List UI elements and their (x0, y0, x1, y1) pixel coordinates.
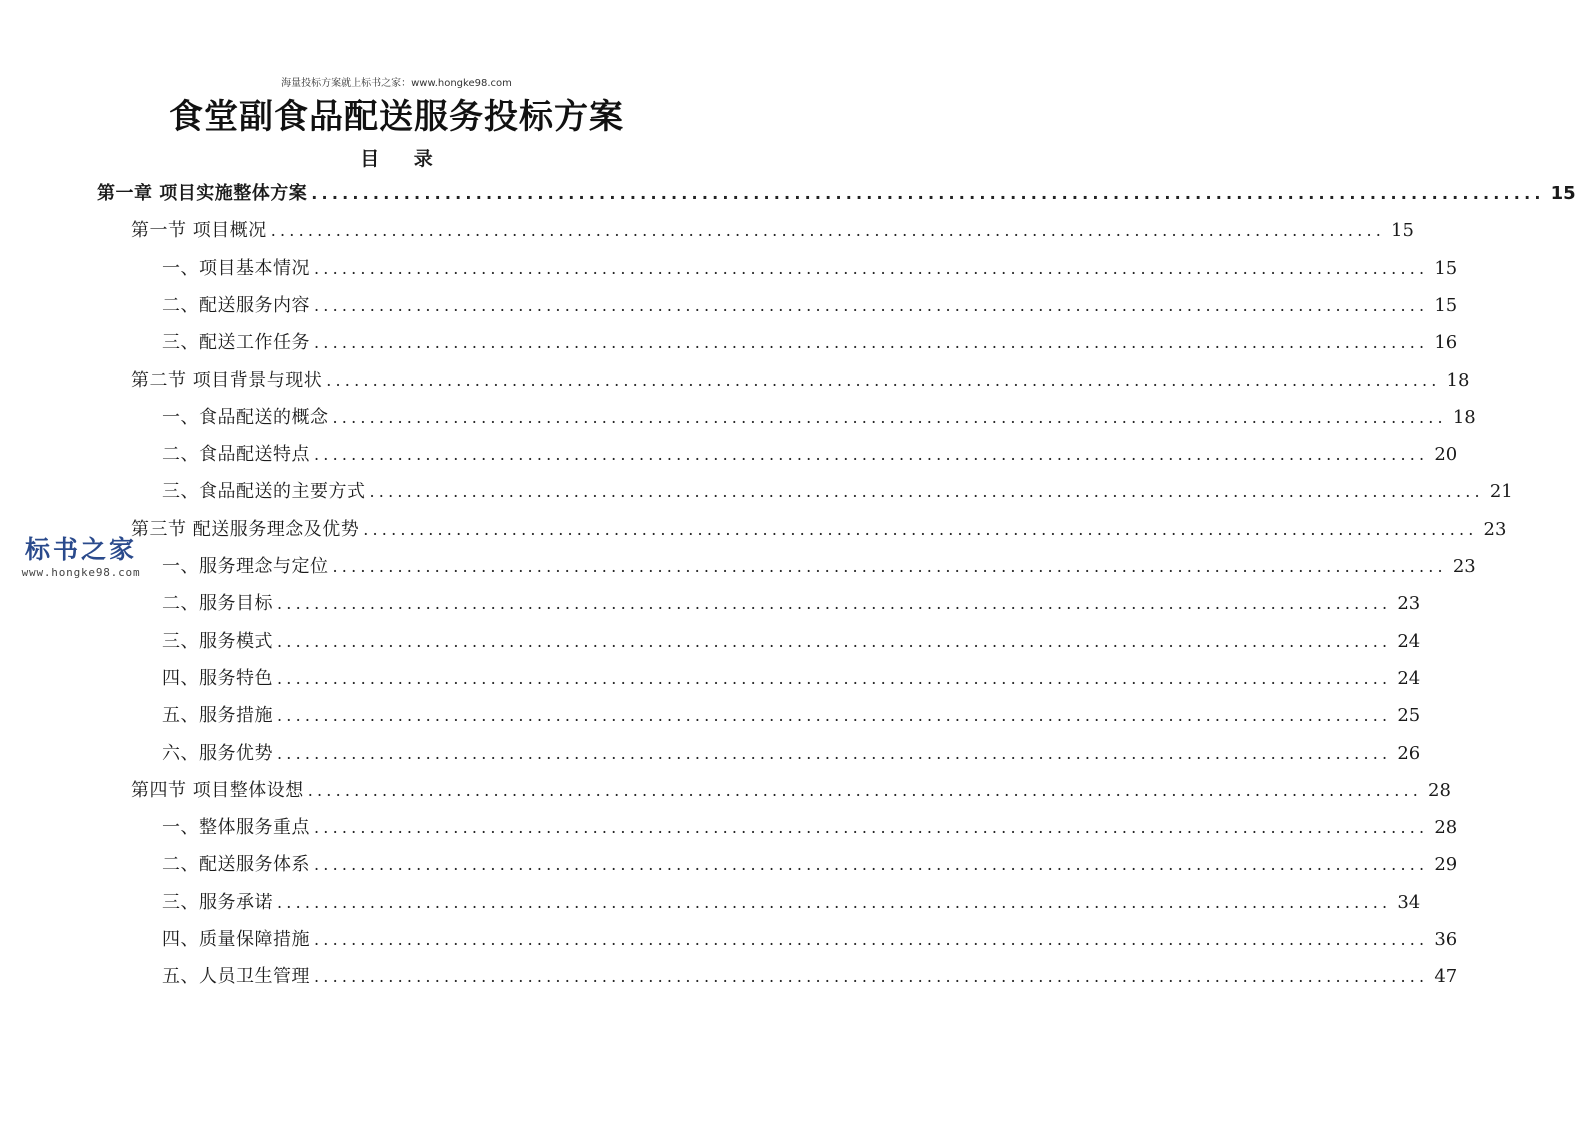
toc-dot-leader: ........................................................................................................................ (311, 184, 1545, 203)
toc-entry-page-number: 15 (1434, 294, 1458, 316)
toc-dot-leader: ........................................................................................................................ (277, 631, 1392, 651)
toc-entry-page-number: 15 (1550, 183, 1576, 204)
toc-dot-leader: ........................................................................................................................ (277, 594, 1392, 614)
toc-dot-leader: ........................................................................................................................ (314, 930, 1429, 949)
toc-entry-label: 五、服务措施 (162, 705, 273, 727)
toc-entry[interactable] (162, 885, 1421, 921)
toc-entry-label: 一、项目基本情况 (162, 257, 310, 279)
toc-entry-label: 三、服务模式 (162, 630, 273, 652)
toc-entry-label: 二、配送服务内容 (162, 294, 310, 316)
toc-dot-leader: ........................................................................................................................ (314, 333, 1429, 353)
toc-dot-leader: ........................................................................................................................ (332, 557, 1447, 576)
toc-heading: 目 录 (360, 148, 447, 170)
toc-entry-page-number: 16 (1434, 332, 1458, 354)
toc-entry-label: 第二节 项目背景与现状 (131, 369, 323, 391)
toc-entry-label: 第三节 配送服务理念及优势 (131, 518, 360, 540)
toc-entry-label: 第一节 项目概况 (131, 220, 267, 242)
toc-entry-label: 二、配送服务体系 (162, 854, 310, 876)
toc-dot-leader: ........................................................................................................................ (314, 295, 1429, 315)
toc-entry-page-number: 36 (1434, 929, 1458, 950)
toc-entry[interactable] (162, 959, 1458, 995)
toc-entry-page-number: 23 (1483, 518, 1507, 540)
watermark-url: www.hongke98.com (21, 566, 141, 579)
toc-dot-leader: ........................................................................................................................ (326, 370, 1441, 390)
toc-entry-label: 四、质量保障措施 (162, 929, 310, 950)
toc-entry[interactable] (162, 288, 1458, 324)
toc-entry-page-number: 26 (1397, 742, 1421, 764)
toc-dot-leader: ........................................................................................................................ (314, 445, 1429, 465)
toc-entry-page-number: 15 (1434, 257, 1458, 279)
toc-entry-label: 五、人员卫生管理 (162, 966, 310, 988)
toc-dot-leader: ........................................................................................................................ (332, 407, 1447, 427)
page-header-text: 海量投标方案就上标书之家：www.hongke98.com (281, 78, 512, 89)
toc-entry-page-number: 24 (1397, 667, 1421, 689)
toc-entry[interactable] (162, 661, 1421, 697)
toc-dot-leader: ........................................................................................................................ (307, 780, 1423, 800)
toc-entry-label: 一、整体服务重点 (162, 817, 310, 839)
document-title: 食堂副食品配送服务投标方案 (169, 97, 624, 137)
toc-entry-label: 二、服务目标 (162, 593, 273, 615)
toc-entry-label: 三、配送工作任务 (162, 332, 310, 354)
toc-entry[interactable] (162, 698, 1421, 734)
toc-dot-leader: ........................................................................................................................ (277, 668, 1392, 688)
toc-entry-page-number: 28 (1428, 779, 1451, 801)
toc-entry[interactable] (162, 810, 1458, 846)
toc-dot-leader: ........................................................................................................................ (369, 482, 1484, 502)
toc-entry-page-number: 47 (1434, 966, 1458, 988)
toc-entry-label: 六、服务优势 (162, 742, 273, 764)
toc-entry-page-number: 25 (1397, 705, 1421, 727)
toc-dot-leader: ........................................................................................................................ (277, 706, 1392, 726)
toc-entry[interactable] (162, 474, 1513, 510)
toc-entry-page-number: 24 (1397, 630, 1421, 652)
toc-entry[interactable] (162, 624, 1421, 660)
toc-entry-label: 一、食品配送的概念 (162, 406, 329, 428)
toc-dot-leader: ........................................................................................................................ (314, 818, 1429, 838)
toc-dot-leader: ........................................................................................................................ (314, 855, 1429, 875)
toc-entry-page-number: 23 (1397, 593, 1421, 615)
toc-entry[interactable] (162, 251, 1458, 287)
toc-entry-page-number: 23 (1452, 556, 1476, 577)
toc-entry-page-number: 15 (1391, 220, 1414, 242)
toc-entry-label: 三、服务承诺 (162, 891, 273, 913)
toc-entry[interactable] (162, 437, 1458, 473)
toc-entry[interactable] (131, 512, 1507, 548)
toc-entry[interactable] (131, 773, 1451, 809)
toc-entry-label: 一、服务理念与定位 (162, 556, 329, 577)
toc-entry-page-number: 28 (1434, 817, 1458, 839)
toc-dot-leader: ........................................................................................................................ (363, 519, 1478, 539)
toc-entry[interactable] (162, 325, 1458, 361)
toc-entry-page-number: 20 (1434, 444, 1458, 466)
toc-entry-page-number: 18 (1446, 369, 1470, 391)
toc-entry[interactable] (162, 736, 1421, 772)
toc-dot-leader: ........................................................................................................................ (277, 743, 1392, 763)
toc-entry-label: 第一章 项目实施整体方案 (97, 183, 308, 204)
toc-entry-label: 四、服务特色 (162, 667, 273, 689)
toc-entry-page-number: 18 (1452, 406, 1476, 428)
watermark (6, 534, 156, 580)
toc-entry-label: 三、食品配送的主要方式 (162, 481, 366, 503)
toc-entry[interactable] (162, 922, 1458, 958)
toc-entry-page-number: 34 (1397, 891, 1421, 913)
toc-dot-leader: ........................................................................................................................ (314, 258, 1429, 278)
toc-entry[interactable] (97, 176, 1576, 212)
toc-entry[interactable] (131, 213, 1414, 249)
toc-entry-label: 二、食品配送特点 (162, 444, 310, 466)
toc-entry-label: 第四节 项目整体设想 (131, 779, 304, 801)
toc-entry-page-number: 21 (1489, 481, 1513, 503)
toc-dot-leader: ........................................................................................................................ (314, 967, 1429, 987)
toc-dot-leader: ........................................................................................................................ (270, 221, 1386, 241)
watermark-logo: 标书之家 (24, 535, 137, 564)
toc-entry[interactable] (162, 549, 1476, 585)
toc-entry[interactable] (162, 586, 1421, 622)
toc-dot-leader: ........................................................................................................................ (277, 892, 1392, 912)
toc-entry[interactable] (162, 400, 1476, 436)
toc-entry-page-number: 29 (1434, 854, 1458, 876)
toc-entry[interactable] (162, 847, 1458, 883)
toc-entry[interactable] (131, 363, 1470, 399)
